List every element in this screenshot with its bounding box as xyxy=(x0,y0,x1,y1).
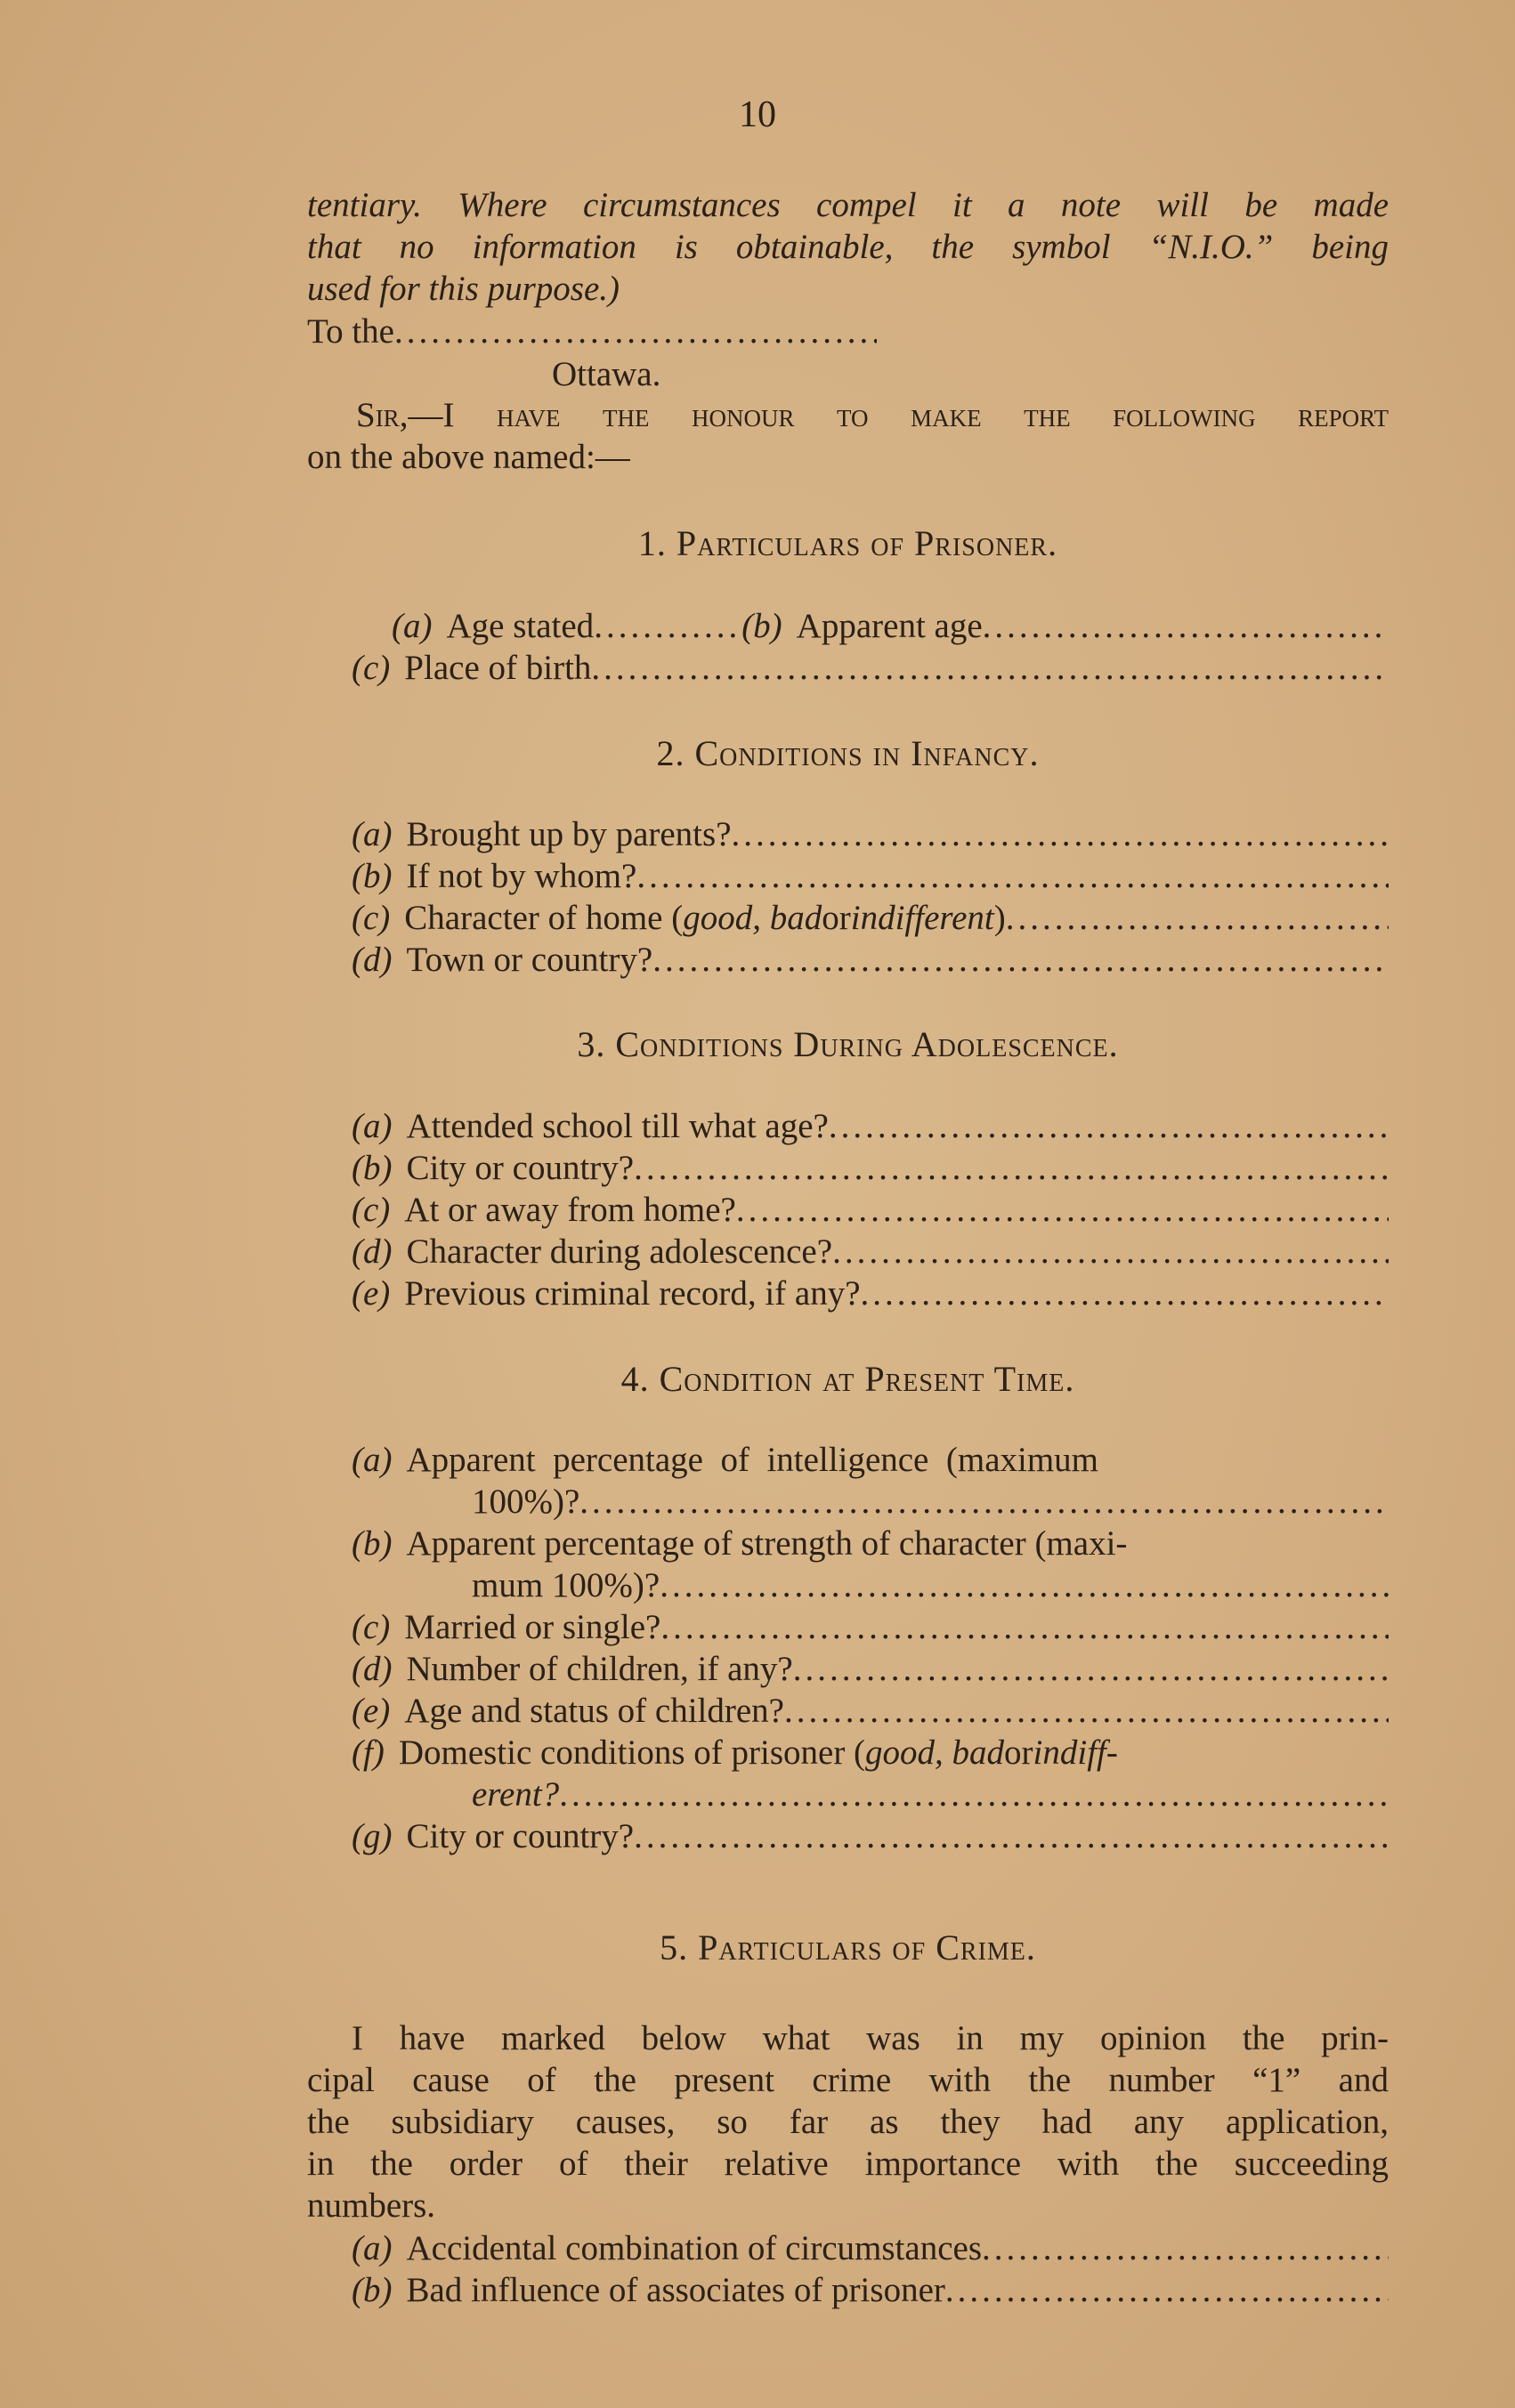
field-intelligence: (a) Apparent percentage of intelligence (maximum xyxy=(352,1441,1099,1479)
section-5-heading: 5. Particulars of Crime. xyxy=(660,1927,1036,1968)
section-2-heading: 2. Conditions in Infancy. xyxy=(656,733,1040,773)
field-city-or-country: (b) City or country? ..... xyxy=(352,1147,1389,1190)
page-number: 10 xyxy=(739,94,776,135)
salutation-line-1: Sir,—I have the honour to make the following report xyxy=(356,396,1389,434)
salutation-line-2: on the above named:— xyxy=(307,438,630,476)
section-3-heading: 3. Conditions During Adolescence. xyxy=(577,1024,1119,1064)
field-criminal-record: (e) Previous criminal record, if any? ..... xyxy=(352,1273,1389,1315)
field-bad-influence: (b) Bad influence of associates of prisoner ..... xyxy=(352,2269,1389,2312)
crime-para-line-2: cipal cause of the present crime with the number “1” and xyxy=(307,2061,1389,2099)
field-domestic-conditions: (f) Domestic conditions of prisoner ( good, bad or indiff- xyxy=(352,1733,1118,1772)
crime-para-line-5: numbers. xyxy=(307,2186,436,2225)
field-character-of-home: (c) Character of home ( good, bad or indifferent ) ..... xyxy=(352,897,1389,940)
field-brought-up: (a) Brought up by parents? ..... xyxy=(352,813,1389,856)
crime-para-line-3: the subsidiary causes, so far as they had any application, xyxy=(307,2103,1389,2141)
to-the-label: To the xyxy=(307,312,394,351)
intro-line-3: used for this purpose.) xyxy=(307,270,620,308)
field-place-of-birth: (c) Place of birth ..... xyxy=(352,647,1389,690)
field-age-stated: (a) Age stated ..... (b) Apparent age ..... xyxy=(392,605,1389,648)
field-age-status-children: (e) Age and status of children? ..... xyxy=(352,1690,1389,1733)
field-strength-character: (b) Apparent percentage of strength of character (maxi- xyxy=(352,1524,1128,1563)
ottawa: Ottawa. xyxy=(552,355,661,393)
field-town-or-country: (d) Town or country? ..... xyxy=(352,939,1389,982)
to-the-fill xyxy=(394,311,877,353)
field-at-or-away: (c) At or away from home? ..... xyxy=(352,1189,1389,1232)
field-character-adolescence: (d) Character during adolescence? ..... xyxy=(352,1231,1389,1273)
field-attended-school: (a) Attended school till what age? ..... xyxy=(352,1105,1389,1148)
to-the-line xyxy=(307,311,877,353)
field-intelligence-cont: 100%)? ..... xyxy=(472,1481,1389,1523)
crime-para-line-4: in the order of their relative importance with the succeeding xyxy=(307,2145,1389,2183)
field-domestic-conditions-cont: erent? ..... xyxy=(472,1774,1389,1816)
section-1-heading: 1. Particulars of Prisoner. xyxy=(637,523,1058,563)
field-married-or-single: (c) Married or single? ..... xyxy=(352,1606,1389,1649)
crime-para-line-1: I have marked below what was in my opinion the prin- xyxy=(352,2019,1389,2057)
label-a: (a) xyxy=(392,607,433,645)
section-4-heading: 4. Condition at Present Time. xyxy=(620,1359,1075,1399)
field-strength-character-cont: mum 100%)? ..... xyxy=(472,1564,1389,1607)
field-if-not-by-whom: (b) If not by whom? ..... xyxy=(352,855,1389,898)
intro-line-1: tentiary. Where circumstances compel it a note will be made xyxy=(307,186,1389,224)
field-city-or-country-present: (g) City or country? ..... xyxy=(352,1815,1389,1858)
field-accidental-combination: (a) Accidental combination of circumstances ..... xyxy=(352,2227,1389,2270)
field-number-of-children: (d) Number of children, if any? ..... xyxy=(352,1648,1389,1691)
intro-line-2: that no information is obtainable, the symbol “N.I.O.” being xyxy=(307,228,1389,266)
